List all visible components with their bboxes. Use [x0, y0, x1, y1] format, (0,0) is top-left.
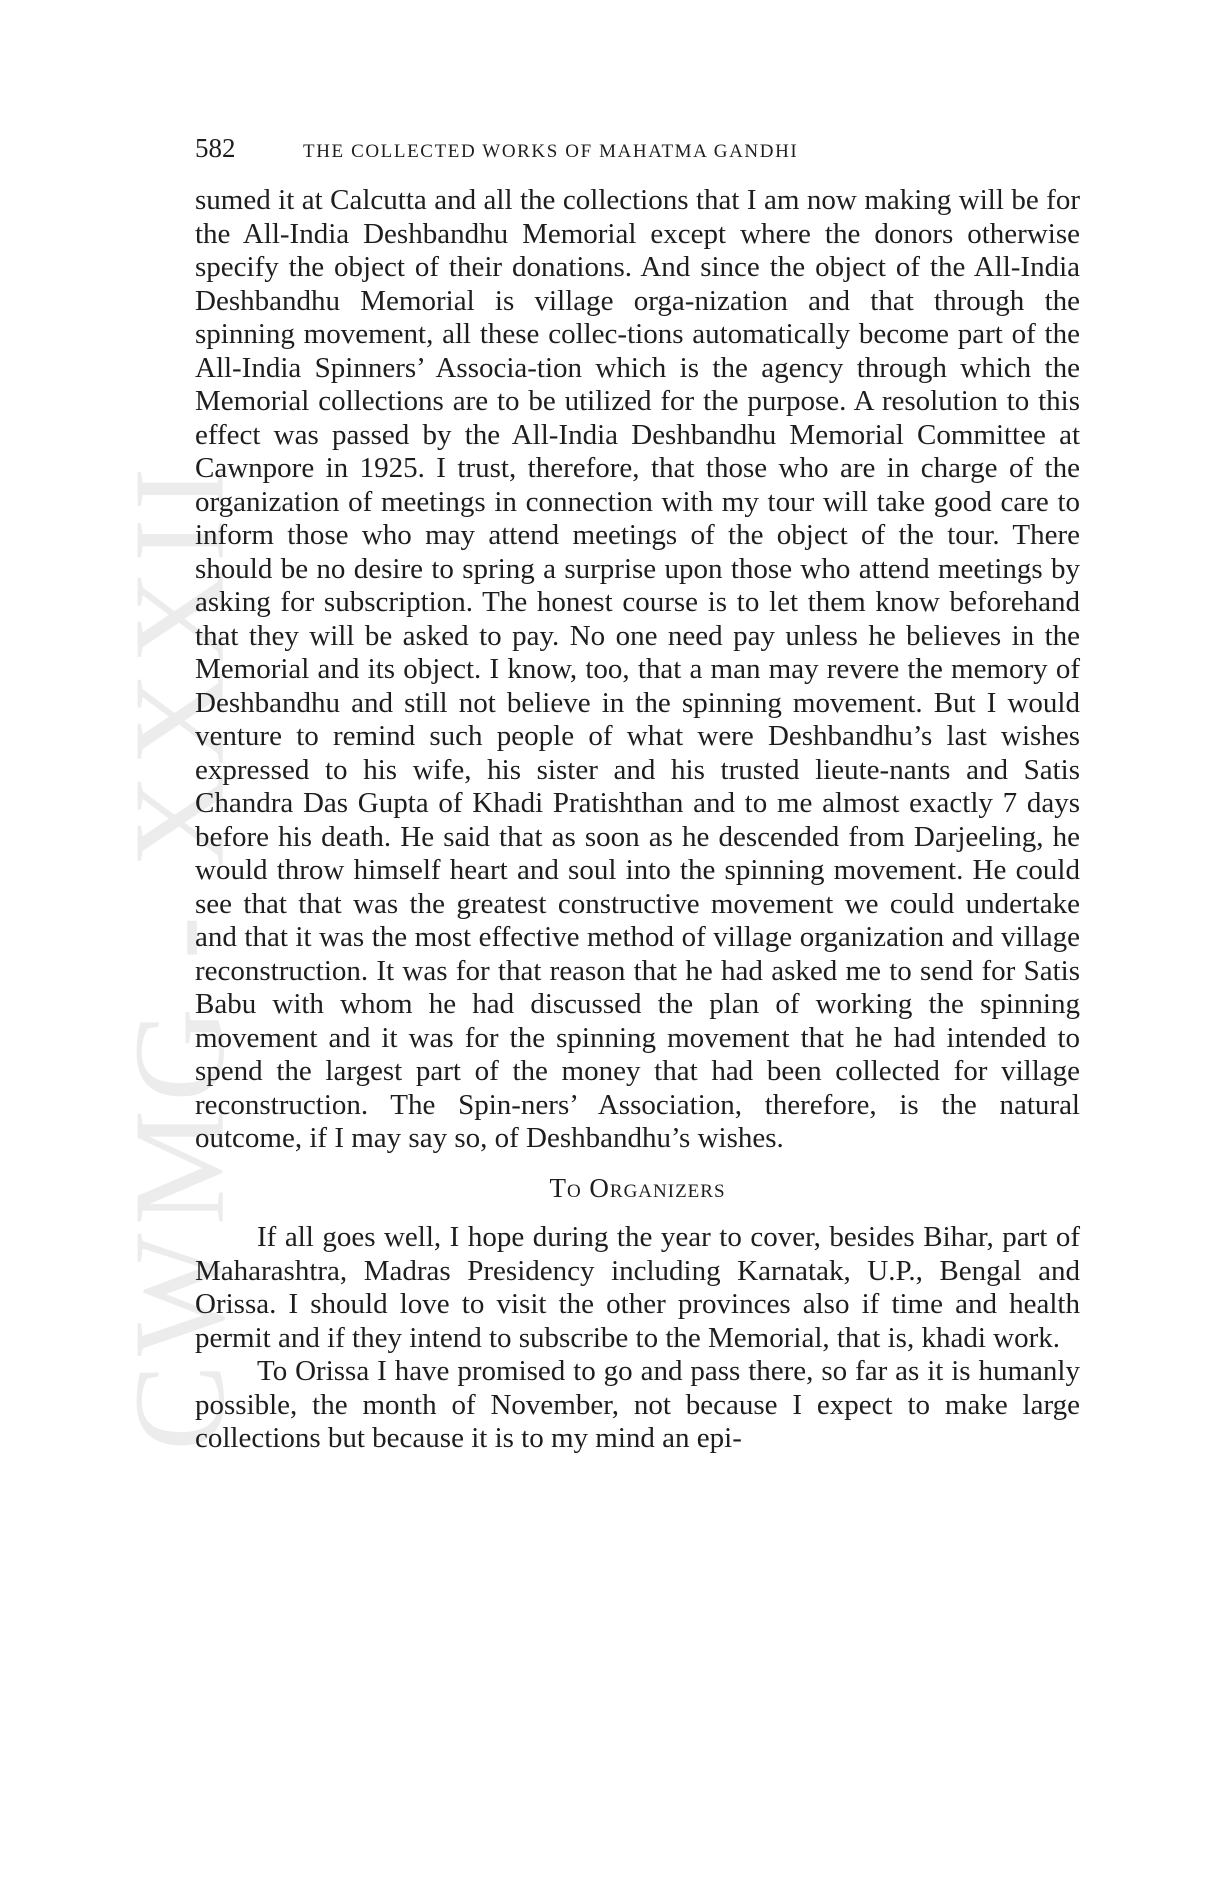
body-paragraph: sumed it at Calcutta and all the collections that I am now making will be for the All-India Deshbandhu Memorial except where the donors otherwise specify the object of their donations. And since the object of the All-India Deshbandhu Memorial is village orga-nization and that through the spinning movement, all these collec-tions automatically become part of the All-India Spinners’ Associa-tion which is the agency through which the Memorial collections are to be utilized for the purpose. A resolution to this effect was passed by the All-India Deshbandhu Memorial Committee at Cawnpore in 1925. I trust, therefore, that those who are in charge of the organization of meetings in connection with my tour will take good care to inform those who may attend meetings of the object of the tour. There should be no desire to spring a surprise upon those who attend meetings by asking for subscription. The honest course is to let them know beforehand that they will be asked to pay. No one need pay unless he believes in the Memorial and its object. I know, too, that a man may revere the memory of Deshbandhu and still not believe in the spinning movement. But I would venture to remind such people of what were Deshbandhu’s last wishes expressed to his wife, his sister and his trusted lieute-nants and Satis Chandra Das Gupta of Khadi Pratishthan and to me almost exactly 7 days before his death. He said that as soon as he descended from Darjeeling, he would throw himself heart and soul into the spinning movement. He could see that that was the greatest constructive movement we could undertake and that it was the most effective method of village organization and village reconstruction. It was for that reason that he had asked me to send for Satis Babu with whom he had discussed the plan of working the spinning movement and it was for the spinning movement that he had intended to spend the largest part of the money that had been collected for village reconstruction. The Spin-ners’ Association, therefore, is the natural outcome, if I may say so, of Deshbandhu’s wishes.: [195, 184, 1080, 1154]
watermark-text: CWMG - XXXII: [108, 459, 252, 1451]
page-body: [195, 184, 1080, 1456]
running-title: THE COLLECTED WORKS OF MAHATMA GANDHI: [303, 141, 799, 162]
body-paragraph: To Orissa I have promised to go and pass there, so far as it is humanly possible, the month of November, not because I expect to make large collections but because it is to my mind an epi-: [195, 1355, 1080, 1454]
running-header: [195, 133, 1080, 168]
body-paragraph: If all goes well, I hope during the year to cover, besides Bihar, part of Maharashtra, Madras Presidency including Karnatak, U.P., Bengal and Orissa. I should love to visit the other provinces also if time and health permit and if they intend to subscribe to the Memorial, that is, khadi work.: [195, 1221, 1080, 1354]
page-number: 582: [195, 133, 236, 163]
section-heading: To Organizers: [549, 1172, 726, 1203]
